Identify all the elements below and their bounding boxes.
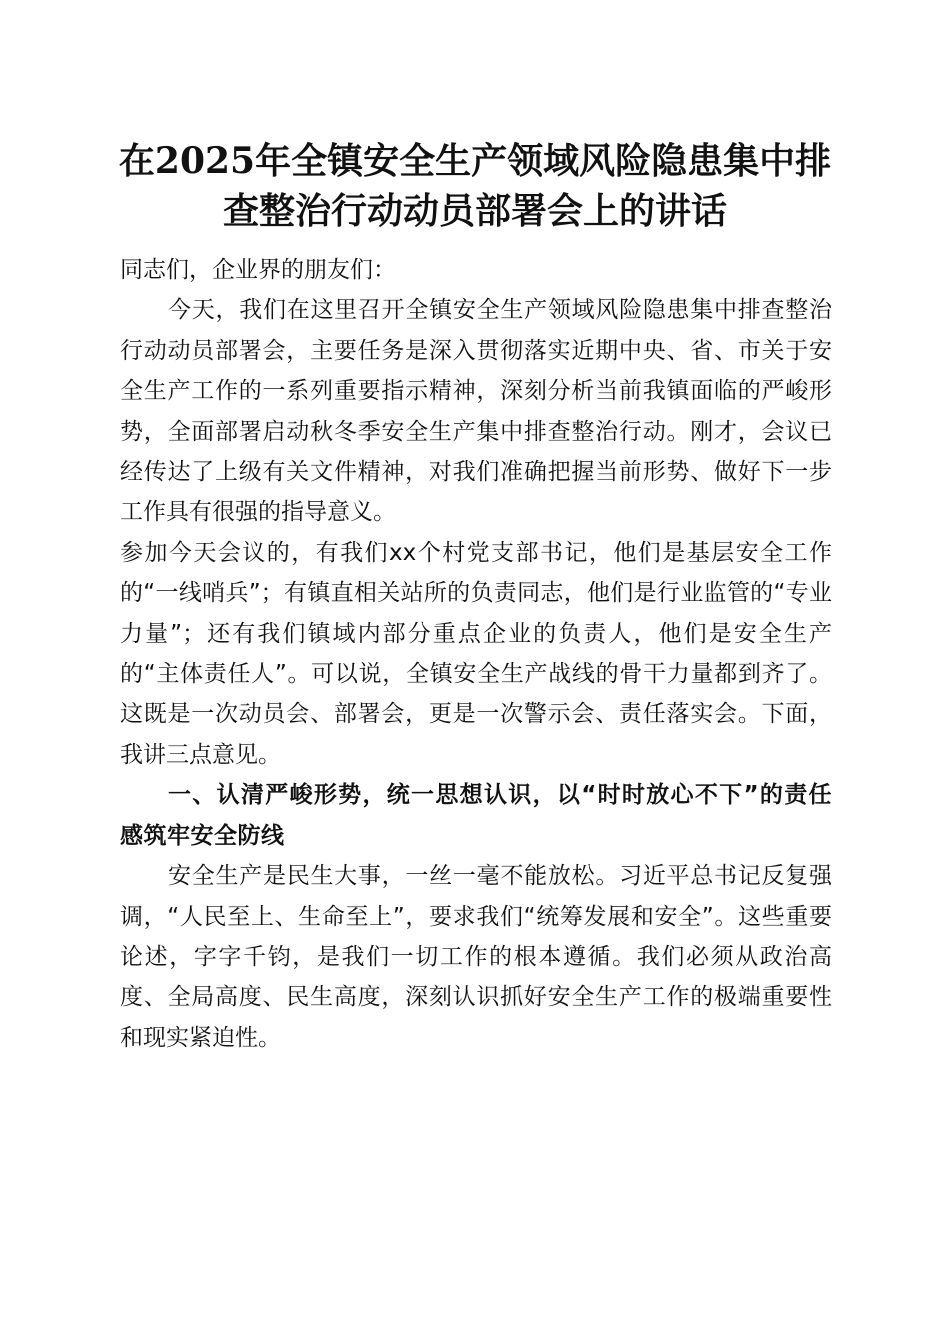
document-body (120, 250, 832, 1058)
title-line-2: 查整治行动动员部署会上的讲话 (222, 190, 727, 232)
paragraph-opening: 今天，我们在这里召开全镇安全生产领域风险隐患集中排查整治行动动员部署会，主要任务是深入贯彻落实近期中央、省、市关于安全生产工作的一系列重要指示精神，深刻分析当前我镇面临的严峻形势，全面部署启动秋冬季安全生产集中排查整治行动。刚才，会议已经传达了上级有关文件精神，对我们准确把握当前形势、做好下一步工作具有很强的指导意义。 (120, 297, 832, 526)
salutation: 同志们，企业界的朋友们： (120, 257, 396, 283)
title-line-1: 在2025年全镇安全生产领域风险隐患集中排 (118, 140, 832, 182)
document-title (100, 136, 850, 236)
section-heading-1: 一、认清严峻形势，统一思想认识，以“时时放心不下”的责任感筑牢安全防线 (120, 782, 832, 849)
paragraph-section-1: 安全生产是民生大事，一丝一毫不能放松。习近平总书记反复强调，“人民至上、生命至上”，要求我们“统筹发展和安全”。这些重要论述，字字千钧，是我们一切工作的根本遵循。我们必须从政治高度、全局高度、民生高度，深刻认识抓好安全生产工作的极端重要性和现实紧迫性。 (120, 863, 832, 1051)
paragraph-attendees: 参加今天会议的，有我们xx个村党支部书记，他们是基层安全工作的“一线哨兵”；有镇直相关站所的负责同志，他们是行业监管的“专业力量”；还有我们镇域内部分重点企业的负责人，他们是安全生产的“主体责任人”。可以说，全镇安全生产战线的骨干力量都到齐了。这既是一次动员会、部署会，更是一次警示会、责任落实会。下面，我讲三点意见。 (120, 539, 832, 768)
